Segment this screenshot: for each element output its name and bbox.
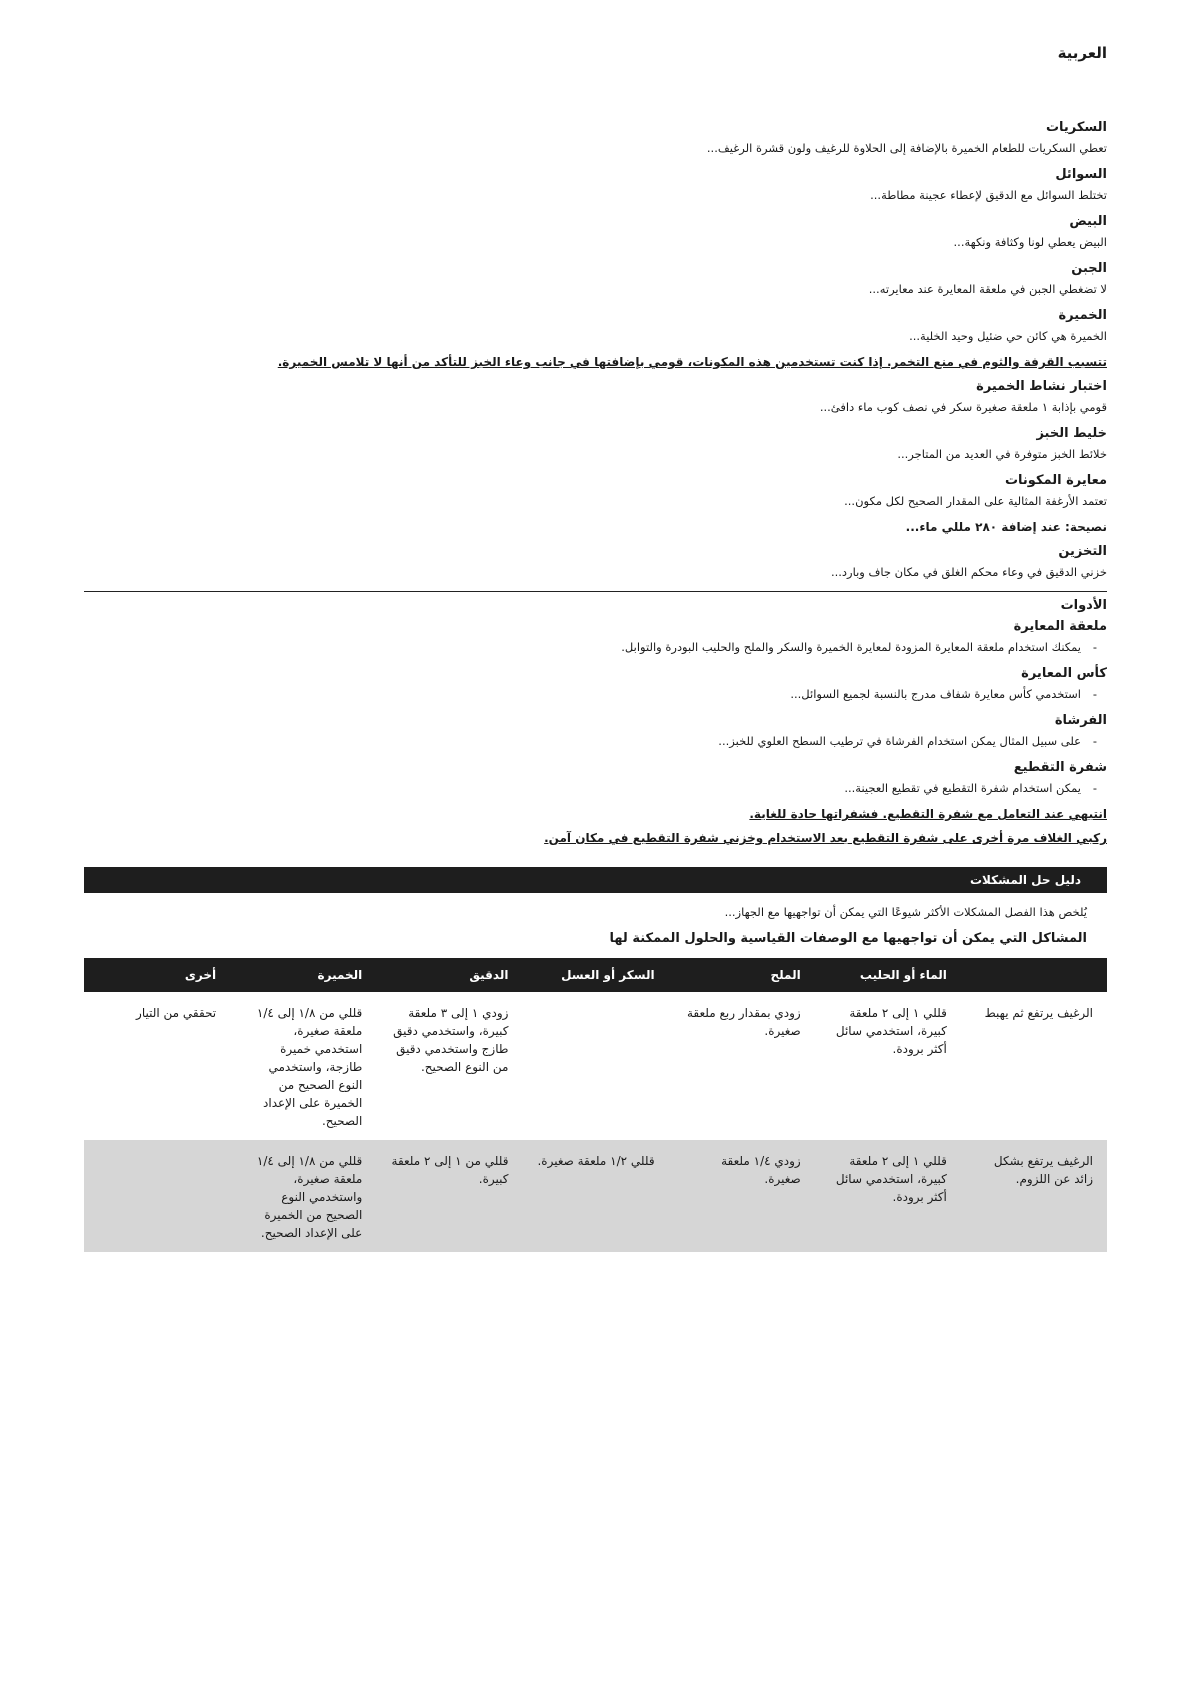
- table-cell: [522, 992, 668, 1140]
- table-cell: الرغيف يرتفع بشكل زائد عن اللزوم.: [961, 1140, 1107, 1252]
- table-cell: قللي ١ إلى ٢ ملعقة كبيرة، استخدمي سائل أكثر برودة.: [815, 1140, 961, 1252]
- tool-bullet-item: - استخدمي كأس معايرة شفاف مدرج بالنسبة لجميع السوائل...: [84, 685, 1097, 703]
- section-title: اختبار نشاط الخميرة: [976, 379, 1107, 394]
- tool-bullet-list: [84, 638, 1107, 656]
- tools-title: الأدوات: [1060, 598, 1107, 613]
- section-body: الخميرة هي كائن حي ضئيل وحيد الخلية...: [909, 329, 1107, 343]
- table-header-cell: السكر أو العسل: [522, 958, 668, 992]
- tool-block: [84, 666, 1107, 703]
- tools-group: [84, 619, 1107, 797]
- tool-title: ملعقة المعايرة: [1013, 619, 1107, 634]
- table-cell: [84, 1140, 230, 1252]
- table-row: [84, 1140, 1107, 1252]
- warning-cinnamon-garlic: تتسبب القرفة والثوم في منع التخمر. إذا كنت تستخدمين هذه المكونات، قومي بإضافتها في جانب وعاء الخبز للتأكد من أنها لا تلامس الخميرة.: [277, 355, 1107, 369]
- section-body: تختلط السوائل مع الدقيق لإعطاء عجينة مطاطة...: [870, 188, 1107, 202]
- table-cell: زودي ١/٤ ملعقة صغيرة.: [669, 1140, 815, 1252]
- table-header-cell: الدقيق: [376, 958, 522, 992]
- section-block: [84, 120, 1107, 157]
- section-block: [84, 473, 1107, 510]
- table-header-cell: أخرى: [84, 958, 230, 992]
- tool-bullet-list: [84, 732, 1107, 750]
- measurement-tip: نصيحة: عند إضافة ٢٨٠ مللي ماء...: [905, 520, 1107, 534]
- language-title: العربية: [1057, 44, 1107, 62]
- section-body: تعطي السكريات للطعام الخميرة بالإضافة إلى الحلاوة للرغيف ولون قشرة الرغيف...: [706, 141, 1107, 155]
- section-block: [84, 379, 1107, 416]
- section-body: خلائط الخبز متوفرة في العديد من المتاجر...: [897, 447, 1107, 461]
- tool-title: الفرشاة: [1054, 713, 1107, 728]
- table-cell: تحققي من التيار: [136, 1006, 217, 1020]
- section-body: تعتمد الأرغفة المثالية على المقدار الصحيح لكل مكون...: [844, 494, 1107, 508]
- section-title: الخميرة: [1058, 308, 1107, 323]
- table-body: [84, 992, 1107, 1252]
- table-header-row: [84, 958, 1107, 992]
- table-cell: قللي من ١/٨ إلى ١/٤ ملعقة صغيرة، واستخدمي النوع الصحيح من الخميرة على الإعداد الصحيح.: [230, 1140, 376, 1252]
- troubleshooting-intro: يُلخص هذا الفصل المشكلات الأكثر شيوعًا التي يمكن أن تواجهيها مع الجهاز...: [724, 905, 1087, 919]
- tool-title: شفرة التقطيع: [1013, 760, 1107, 775]
- section-title: التخزين: [1058, 544, 1107, 559]
- divider: [84, 591, 1107, 592]
- tool-block: [84, 760, 1107, 797]
- warning-blade-storage: ركبي الغلاف مرة أخرى على شفرة التقطيع بعد الاستخدام وخزني شفرة التقطيع في مكان آمن.: [544, 831, 1107, 845]
- section-body: لا تضغطي الجبن في ملعقة المعايرة عند معايرته...: [868, 282, 1107, 296]
- warning-blade-sharp: انتبهي عند التعامل مع شفرة التقطيع. فشفراتها حادة للغاية.: [749, 807, 1107, 821]
- table-header-cell: [961, 958, 1107, 992]
- section-title: خليط الخبز: [1036, 426, 1107, 441]
- sections-group-1: [84, 120, 1107, 345]
- section-body: البيض يعطي لونا وكثافة ونكهة...: [953, 235, 1107, 249]
- section-title: الجبن: [1071, 261, 1107, 276]
- tool-block: [84, 713, 1107, 750]
- table-header-cell: الملح: [669, 958, 815, 992]
- tool-bullet-list: [84, 685, 1107, 703]
- table-header-cell: الخميرة: [230, 958, 376, 992]
- section-title: السكريات: [1045, 120, 1107, 135]
- table-cell: زودي ١ إلى ٣ ملعقة كبيرة، واستخدمي دقيق طازج واستخدمي دقيق من النوع الصحيح.: [393, 1006, 509, 1074]
- troubleshooting-title-bar: دليل حل المشكلات: [84, 867, 1107, 893]
- tool-title: كأس المعايرة: [1021, 666, 1107, 681]
- tool-block: [84, 619, 1107, 656]
- table-cell: الرغيف يرتفع ثم يهبط: [984, 1006, 1093, 1020]
- section-block: [84, 426, 1107, 463]
- section-title: السوائل: [1055, 167, 1107, 182]
- section-block: [84, 214, 1107, 251]
- section-block: [84, 261, 1107, 298]
- section-storage: [84, 544, 1107, 581]
- troubleshooting-table: [84, 958, 1107, 1252]
- tool-bullet-item: - يمكنك استخدام ملعقة المعايرة المزودة لمعايرة الخميرة والسكر والملح والحليب البودرة والتوابل.: [84, 638, 1097, 656]
- tool-bullet-item: - يمكن استخدام شفرة التقطيع في تقطيع العجينة...: [84, 779, 1097, 797]
- table-row: [84, 992, 1107, 1140]
- section-title: البيض: [1069, 214, 1107, 229]
- tool-bullet-item: - على سبيل المثال يمكن استخدام الفرشاة في ترطيب السطح العلوي للخبز...: [84, 732, 1097, 750]
- section-block: [84, 167, 1107, 204]
- table-cell: قللي من ١/٨ إلى ١/٤ ملعقة صغيرة، استخدمي خميرة طازجة، واستخدمي النوع الصحيح من الخميرة على الإعداد الصحيح.: [256, 1006, 363, 1128]
- table-cell: قللي ١ إلى ٢ ملعقة كبيرة، استخدمي سائل أكثر برودة.: [835, 1006, 947, 1056]
- section-body: قومي بإذابة ١ ملعقة صغيرة سكر في نصف كوب ماء دافئ...: [819, 400, 1107, 414]
- table-header-cell: الماء أو الحليب: [815, 958, 961, 992]
- sections-group-2: [84, 379, 1107, 510]
- section-block: [84, 308, 1107, 345]
- tool-bullet-list: [84, 779, 1107, 797]
- table-cell: زودي بمقدار ربع ملعقة صغيرة.: [686, 1006, 801, 1038]
- troubleshooting-subtitle: المشاكل التي يمكن أن تواجهيها مع الوصفات القياسية والحلول الممكنة لها: [609, 931, 1087, 946]
- table-cell: قللي ١/٢ ملعقة صغيرة.: [522, 1140, 668, 1252]
- section-body: خزني الدقيق في وعاء محكم الغلق في مكان جاف وبارد...: [830, 565, 1107, 579]
- table-cell: قللي من ١ إلى ٢ ملعقة كبيرة.: [376, 1140, 522, 1252]
- section-title: معايرة المكونات: [1004, 473, 1107, 488]
